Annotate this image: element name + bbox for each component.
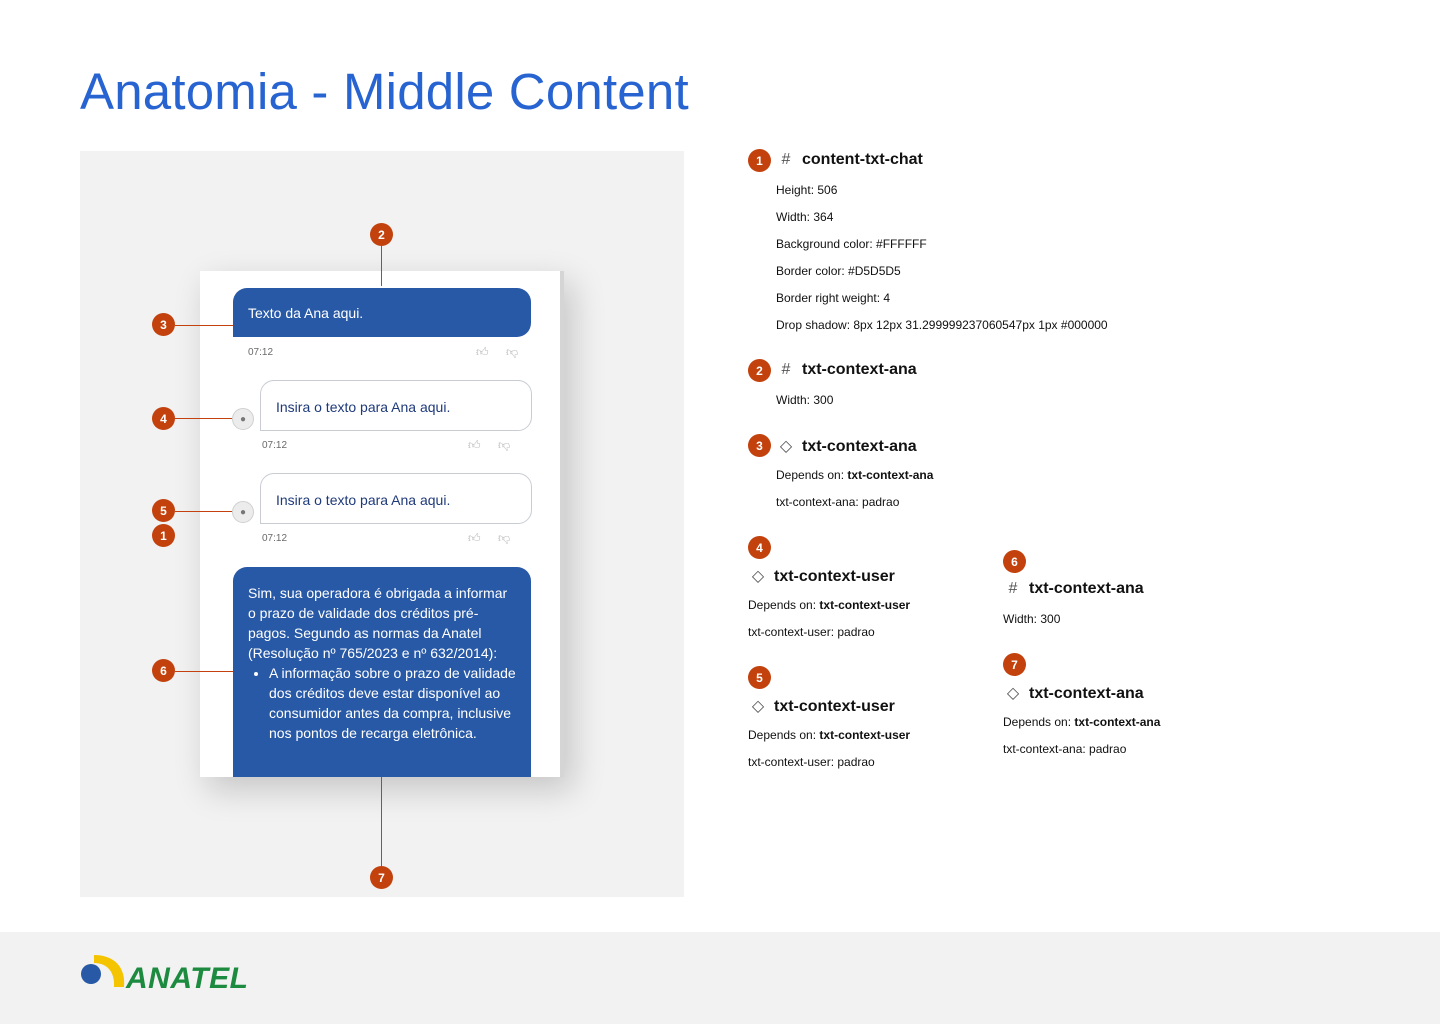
spec-line: Border right weight: 4 [776,291,891,305]
connector-line [381,777,382,866]
user-avatar-icon: ● [232,501,254,523]
spec-variant: txt-context-ana: padrao [776,495,900,509]
ana-message-text: Sim, sua operadora é obrigada a informar o prazo de validade dos créditos pré-pagos. Segundo as normas da Anatel (Resolução nº 765/2023 e nº 632/2014): [248,585,508,661]
frame-icon: # [781,151,791,168]
spec-variant: txt-context-user: padrao [748,625,875,639]
message-time: 07:12 [262,533,288,544]
spec-title-1: # content-txt-chat [778,151,923,169]
spec-marker-1: 1 [748,149,771,172]
content-txt-chat [200,271,564,777]
preview-canvas [80,151,684,897]
spec-title-2: # txt-context-ana [778,361,917,379]
spec-marker-5: 5 [748,666,771,689]
spec-line: Border color: #D5D5D5 [776,264,901,278]
spec-depends: Depends on: txt-context-ana [776,468,934,482]
marker-1: 1 [152,524,175,547]
user-avatar-icon: ● [232,408,254,430]
anatel-logo-mark [80,951,130,991]
list-item: • A informação sobre o prazo de validade dos créditos deve estar disponível ao consumidor antes da compra, inclusive nos pontos de recarga eletrônica. [269,663,516,743]
spec-title-5: ◇ txt-context-user [751,698,895,715]
spec-marker-4: 4 [748,536,771,559]
spec-line: Background color: #FFFFFF [776,237,927,251]
marker-4: 4 [152,407,175,430]
marker-7: 7 [370,866,393,889]
anatel-logo-text: ANATEL [126,962,249,995]
marker-3: 3 [152,313,175,336]
message-time: 07:12 [248,347,274,358]
marker-6: 6 [152,659,175,682]
user-message-bubble: Insira o texto para Ana aqui. [260,473,532,524]
thumbs-up-icon[interactable]: 👍︎ [468,438,481,452]
spec-line: Width: 300 [776,393,834,407]
spec-marker-6: 6 [1003,550,1026,573]
thumbs-down-icon[interactable]: 👎︎ [506,345,519,359]
connector-line [175,671,233,672]
spec-line: Height: 506 [776,183,838,197]
frame-icon: # [781,361,791,378]
user-message-bubble: Insira o texto para Ana aqui. [260,380,532,431]
spec-line: Width: 364 [776,210,834,224]
thumbs-up-icon[interactable]: 👍︎ [468,531,481,545]
component-instance-icon: ◇ [751,568,765,585]
spec-variant: txt-context-user: padrao [748,755,875,769]
spec-marker-3: 3 [748,434,771,457]
marker-2: 2 [370,223,393,246]
connector-line [175,418,232,419]
thumbs-down-icon[interactable]: 👎︎ [498,531,511,545]
marker-5: 5 [152,499,175,522]
connector-line [381,246,382,286]
spec-title-3: ◇ txt-context-ana [779,438,917,455]
spec-marker-7: 7 [1003,653,1026,676]
spec-variant: txt-context-ana: padrao [1003,742,1127,756]
ana-message-list [248,663,516,743]
spec-title-6: # txt-context-ana [1005,580,1144,598]
thumbs-up-icon[interactable]: 👍︎ [476,345,489,359]
page-title: Anatomia - Middle Content [80,63,689,120]
component-instance-icon: ◇ [1006,685,1020,702]
thumbs-down-icon[interactable]: 👎︎ [498,438,511,452]
spec-depends: Depends on: txt-context-ana [1003,715,1161,729]
ana-message-bubble: Texto da Ana aqui. [233,288,531,337]
spec-line: Width: 300 [1003,612,1061,626]
spec-line: Drop shadow: 8px 12px 31.299999237060547px 1px #000000 [776,318,1108,332]
spec-title-4: ◇ txt-context-user [751,568,895,585]
spec-depends: Depends on: txt-context-user [748,598,911,612]
message-time: 07:12 [262,440,288,451]
spec-depends: Depends on: txt-context-user [748,728,911,742]
component-instance-icon: ◇ [779,438,793,455]
spec-marker-2: 2 [748,359,771,382]
spec-title-7: ◇ txt-context-ana [1006,685,1144,702]
connector-line [175,511,232,512]
connector-line [175,325,233,326]
component-instance-icon: ◇ [751,698,765,715]
ana-long-message-bubble [233,567,531,777]
frame-icon: # [1008,580,1018,597]
